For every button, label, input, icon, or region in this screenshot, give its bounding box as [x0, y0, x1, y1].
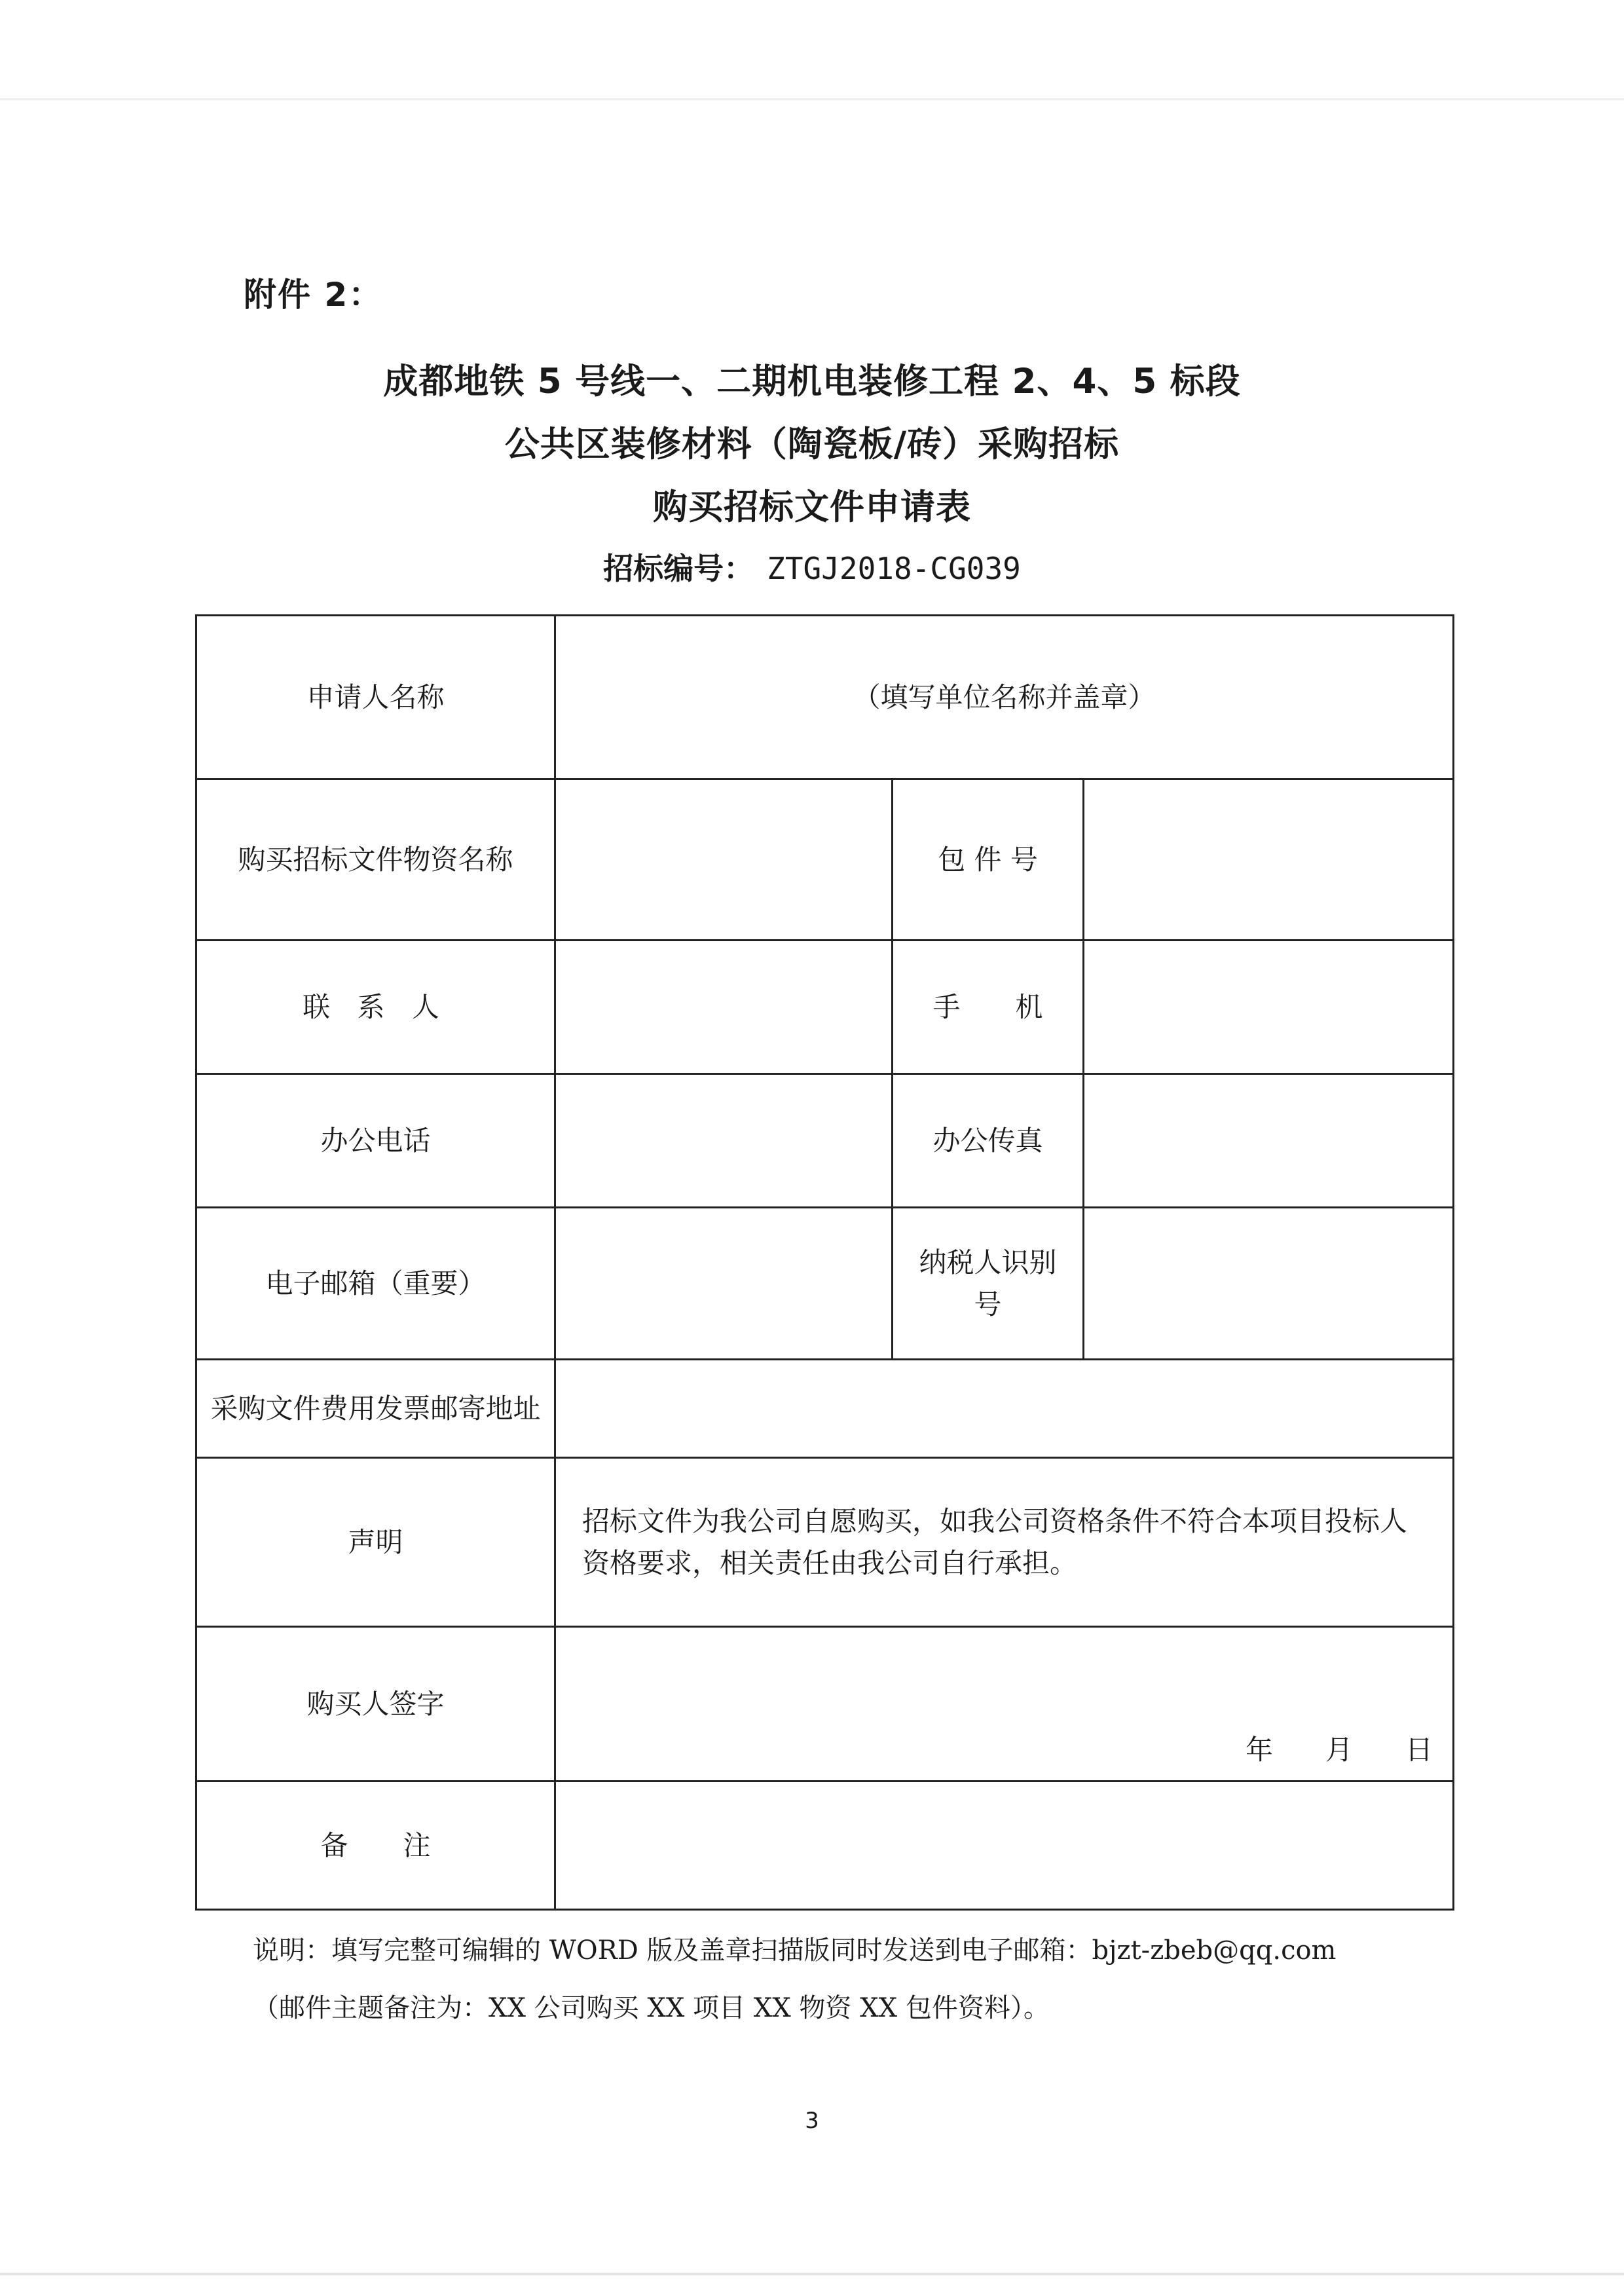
- package-no-field[interactable]: [1084, 779, 1454, 941]
- page-number: 3: [805, 2108, 819, 2134]
- scan-edge-bottom: [0, 2273, 1624, 2275]
- row-statement: [196, 1458, 1454, 1627]
- material-name-field[interactable]: [555, 779, 893, 941]
- email-label: 电子邮箱（重要）: [196, 1208, 555, 1360]
- note-line-2: （邮件主题备注为：XX 公司购买 XX 项目 XX 物资 XX 包件资料）。: [253, 1993, 1050, 2023]
- row-material-name: [196, 779, 1454, 941]
- row-email: [196, 1208, 1454, 1360]
- statement-text: 招标文件为我公司自愿购买，如我公司资格条件不符合本项目投标人资格要求，相关责任由我公司自行承担。: [555, 1458, 1454, 1627]
- row-contact: [196, 941, 1454, 1074]
- contact-label: 联 系 人: [196, 941, 555, 1074]
- row-office-phone: [196, 1074, 1454, 1208]
- taxpayer-id-field[interactable]: [1084, 1208, 1454, 1360]
- contact-field[interactable]: [555, 941, 893, 1074]
- remarks-field[interactable]: [555, 1782, 1454, 1910]
- attachment-label: 附件 2：: [244, 276, 383, 314]
- applicant-name-label: 申请人名称: [196, 616, 555, 779]
- row-remarks: [196, 1782, 1454, 1910]
- mobile-label: 手 机: [893, 941, 1084, 1074]
- bid-number-value: ZTGJ2018-CG039: [767, 551, 1021, 586]
- date-month: 月: [1325, 1734, 1354, 1766]
- note-line-1: 说明：填写完整可编辑的 WORD 版及盖章扫描版同时发送到电子邮箱：bjzt-zbeb@qq.com: [253, 1935, 1337, 1966]
- statement-label: 声明: [196, 1458, 555, 1627]
- applicant-name-hint: （填写单位名称并盖章）: [853, 681, 1156, 713]
- office-fax-field[interactable]: [1084, 1074, 1454, 1208]
- invoice-address-label: 采购文件费用发票邮寄地址: [196, 1360, 555, 1458]
- date-year: 年: [1245, 1734, 1273, 1766]
- mobile-field[interactable]: [1084, 941, 1454, 1074]
- invoice-address-field[interactable]: [555, 1360, 1454, 1458]
- remarks-label: 备 注: [196, 1782, 555, 1910]
- bid-number-label: 招标编号：: [603, 551, 754, 586]
- row-invoice-address: [196, 1360, 1454, 1458]
- signature-date: [1193, 1729, 1433, 1771]
- buyer-signature-label: 购买人签字: [196, 1627, 555, 1782]
- title-line-1: 成都地铁 5 号线一、二期机电装修工程 2、4、5 标段: [383, 362, 1241, 401]
- title-line-3: 购买招标文件申请表: [653, 487, 971, 527]
- bid-number: [0, 545, 1624, 588]
- application-form-table: [195, 614, 1454, 1911]
- title-line-2: 公共区装修材料（陶瓷板/砖）采购招标: [504, 424, 1120, 464]
- office-phone-label: 办公电话: [196, 1074, 555, 1208]
- applicant-name-field[interactable]: [555, 616, 1454, 779]
- scan-edge-top: [0, 98, 1624, 100]
- material-name-label: 购买招标文件物资名称: [196, 779, 555, 941]
- buyer-signature-field[interactable]: [555, 1627, 1454, 1782]
- office-phone-field[interactable]: [555, 1074, 893, 1208]
- row-applicant-name: [196, 616, 1454, 779]
- email-field[interactable]: [555, 1208, 893, 1360]
- row-buyer-signature: [196, 1627, 1454, 1782]
- date-day: 日: [1405, 1734, 1433, 1766]
- taxpayer-id-label: 纳税人识别号: [893, 1208, 1084, 1360]
- package-no-label: 包 件 号: [893, 779, 1084, 941]
- office-fax-label: 办公传真: [893, 1074, 1084, 1208]
